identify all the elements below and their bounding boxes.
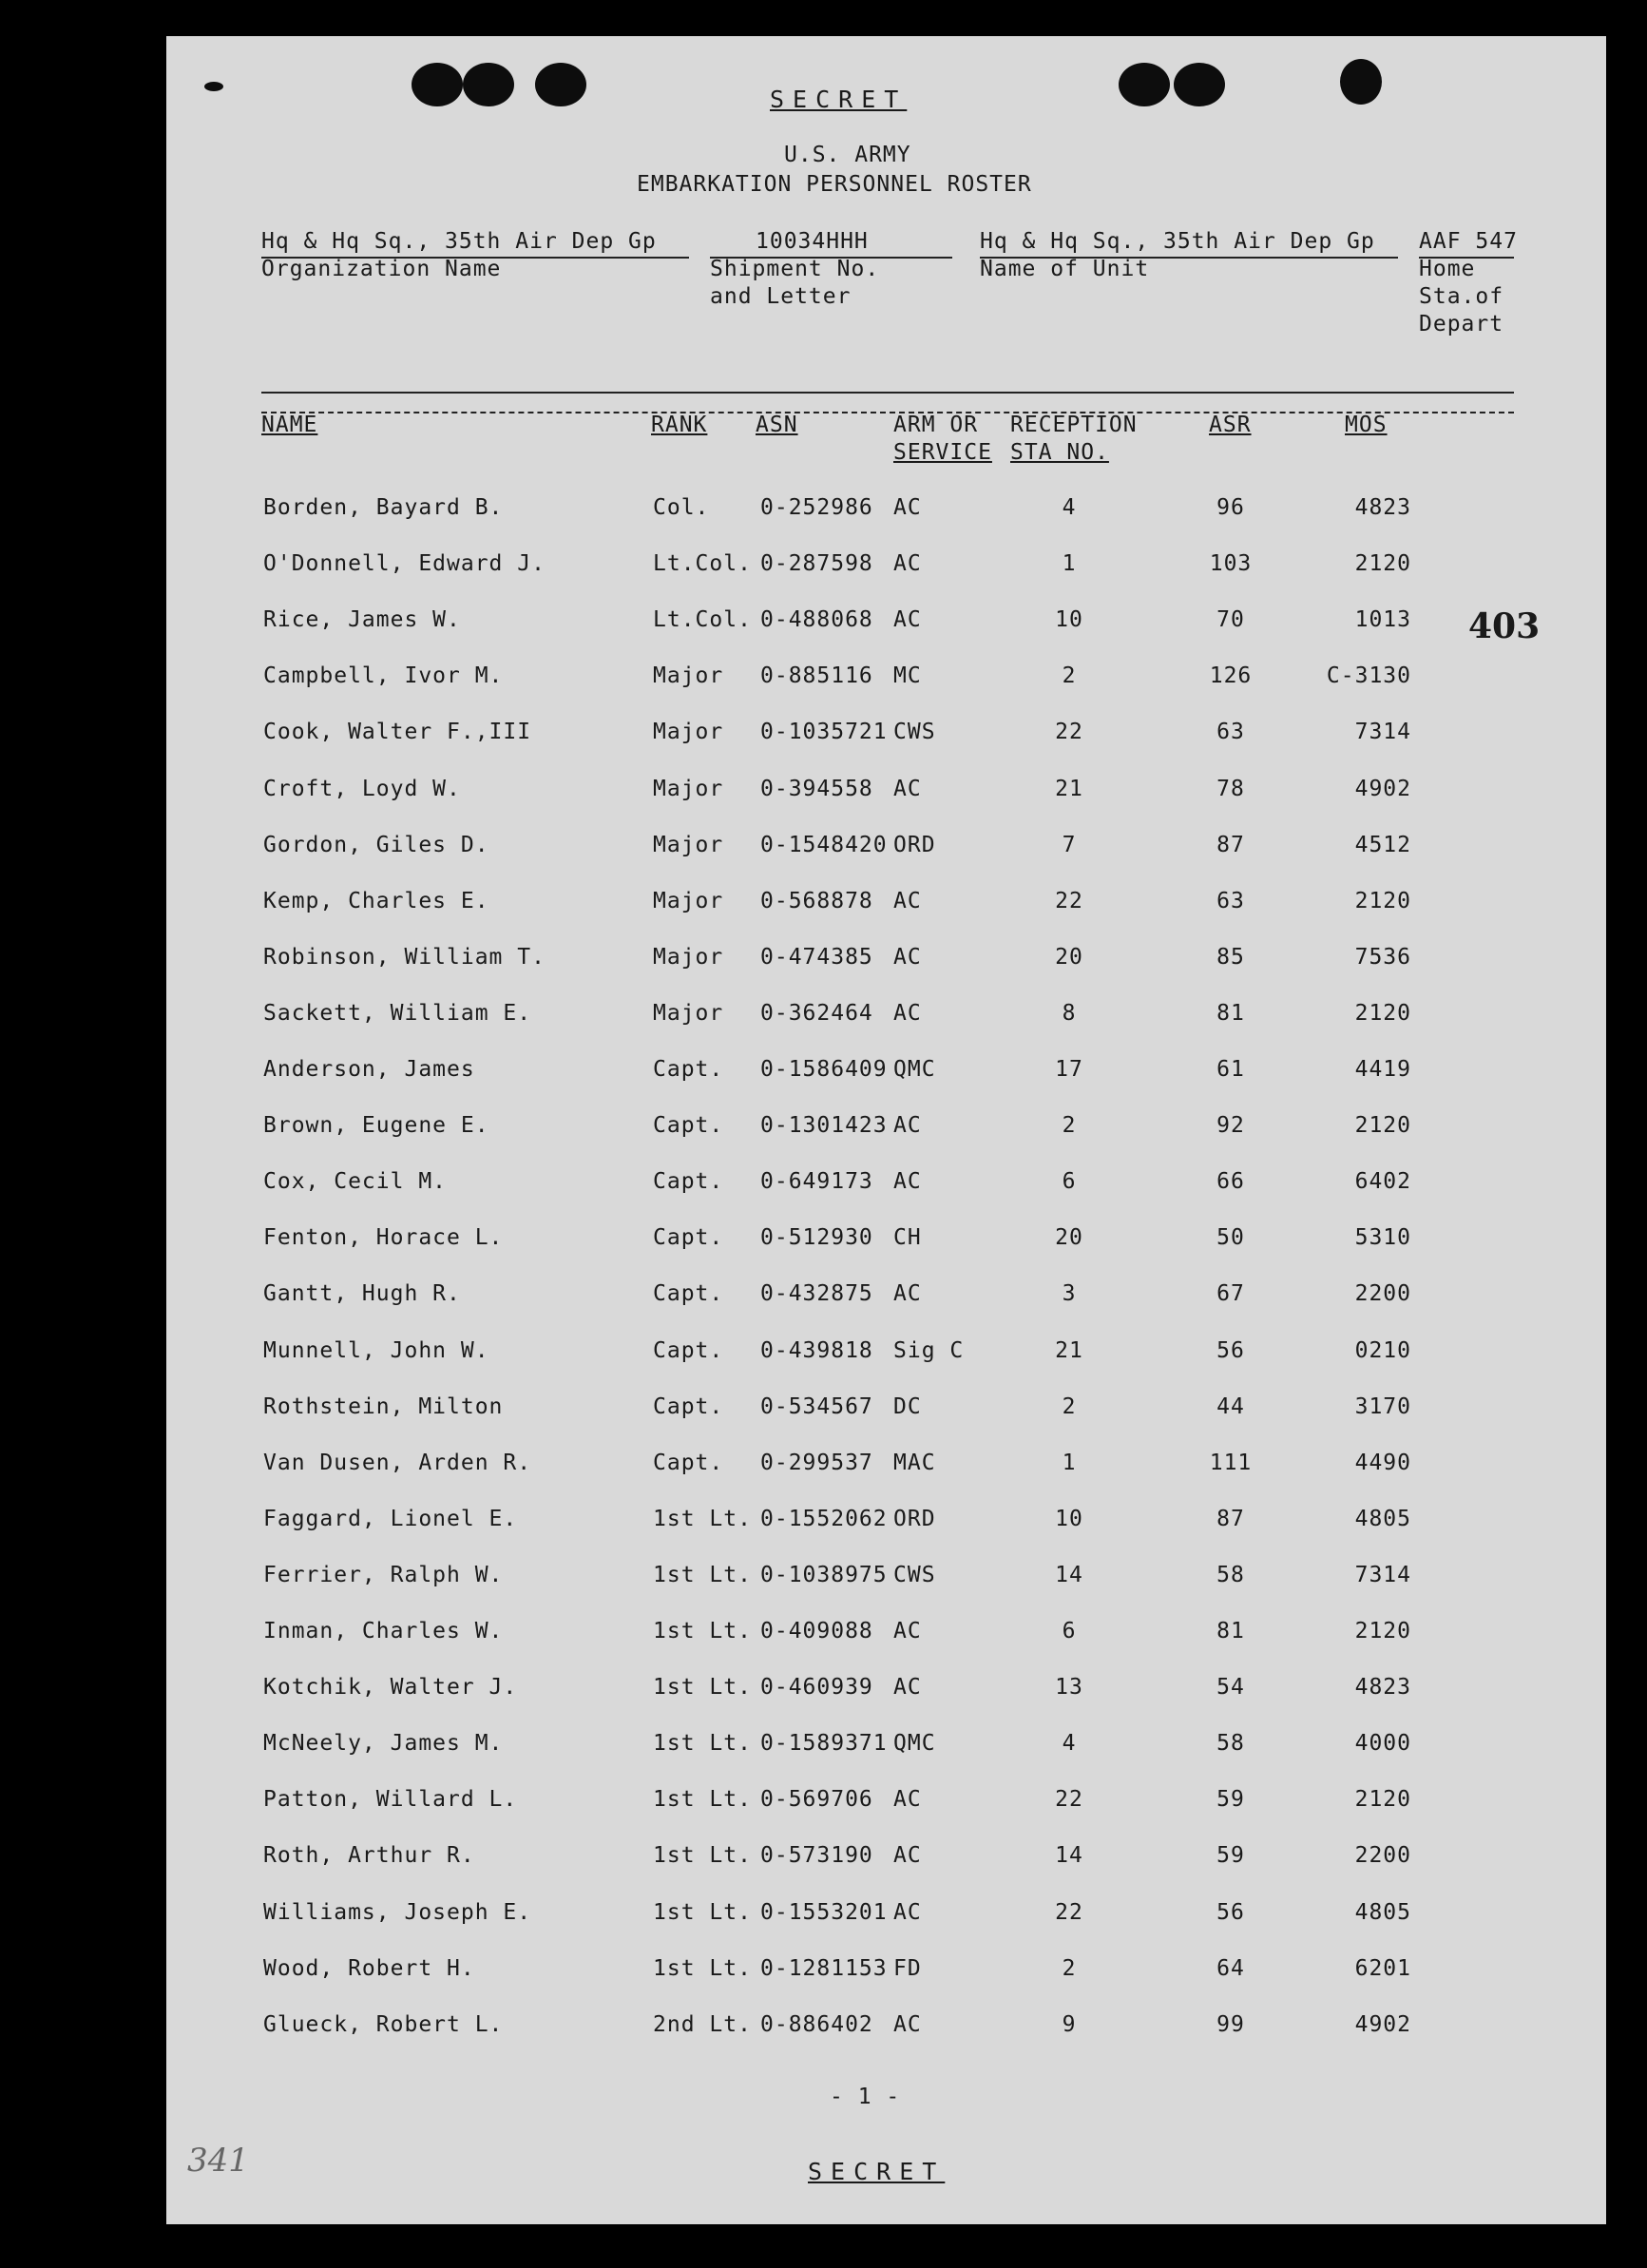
cell-rank: Major xyxy=(653,1000,724,1026)
cell-name: Gantt, Hugh R. xyxy=(263,1281,461,1307)
cell-mos: 4823 xyxy=(1354,1675,1411,1701)
cell-asr: 81 xyxy=(1216,1000,1245,1026)
cell-name: Brown, Eugene E. xyxy=(263,1113,489,1139)
home-station-value: AAF 547 xyxy=(1419,229,1518,254)
cell-sta: 22 xyxy=(1055,888,1083,913)
cell-name: Roth, Arthur R. xyxy=(263,1843,475,1869)
header-army: U.S. ARMY xyxy=(784,143,911,167)
cell-arm: AC xyxy=(893,2011,922,2037)
cell-name: Kemp, Charles E. xyxy=(263,888,489,913)
cell-name: Fenton, Horace L. xyxy=(263,1225,504,1251)
cell-mos: 2120 xyxy=(1354,1000,1411,1026)
cell-asn: 0-460939 xyxy=(760,1675,873,1701)
cell-arm: AC xyxy=(893,1787,922,1813)
cell-rank: Lt.Col. xyxy=(653,607,752,633)
cell-sta: 2 xyxy=(1062,1393,1077,1419)
cell-name: Wood, Robert H. xyxy=(263,1955,475,1981)
cell-arm: QMC xyxy=(893,1057,936,1082)
cell-rank: Capt. xyxy=(653,1169,724,1195)
cell-arm: AC xyxy=(893,1169,922,1195)
punch-hole xyxy=(1119,63,1170,106)
cell-name: Rothstein, Milton xyxy=(263,1393,504,1419)
cell-arm: Sig C xyxy=(893,1337,965,1363)
cell-rank: 1st Lt. xyxy=(653,1955,752,1981)
cell-mos: 4805 xyxy=(1354,1506,1411,1531)
cell-asn: 0-439818 xyxy=(760,1337,873,1363)
cell-rank: Major xyxy=(653,832,724,857)
col-header-rank: RANK xyxy=(651,413,708,437)
cell-rank: Capt. xyxy=(653,1113,724,1139)
unit-value: Hq & Hq Sq., 35th Air Dep Gp xyxy=(980,229,1375,254)
cell-sta: 4 xyxy=(1062,495,1077,520)
cell-sta: 1 xyxy=(1062,1450,1077,1475)
cell-asn: 0-474385 xyxy=(760,944,873,970)
cell-rank: Capt. xyxy=(653,1225,724,1251)
cell-rank: Major xyxy=(653,663,724,689)
header-roster-title: EMBARKATION PERSONNEL ROSTER xyxy=(637,172,1032,197)
cell-rank: 1st Lt. xyxy=(653,1619,752,1643)
cell-sta: 2 xyxy=(1062,1113,1077,1139)
cell-mos: 2200 xyxy=(1354,1843,1411,1869)
cell-rank: Lt.Col. xyxy=(653,551,752,577)
cell-asr: 78 xyxy=(1216,776,1245,801)
cell-arm: QMC xyxy=(893,1731,936,1757)
cell-name: Cook, Walter F.,III xyxy=(263,720,532,745)
cell-mos: 2120 xyxy=(1354,551,1411,577)
cell-rank: Major xyxy=(653,720,724,745)
shipment-label-2: and Letter xyxy=(710,284,852,309)
cell-arm: ORD xyxy=(893,832,936,857)
secret-footer: SECRET xyxy=(808,2158,946,2185)
cell-asr: 111 xyxy=(1209,1450,1253,1475)
unit-label: Name of Unit xyxy=(980,257,1150,281)
cell-arm: AC xyxy=(893,1843,922,1869)
cell-asn: 0-432875 xyxy=(760,1281,873,1307)
cell-mos: 0210 xyxy=(1354,1337,1411,1363)
cell-arm: ORD xyxy=(893,1506,936,1531)
cell-asn: 0-1553201 xyxy=(760,1899,888,1925)
cell-asr: 96 xyxy=(1216,495,1245,520)
cell-sta: 4 xyxy=(1062,1731,1077,1757)
cell-asn: 0-299537 xyxy=(760,1450,873,1475)
cell-sta: 6 xyxy=(1062,1169,1077,1195)
cell-asn: 0-568878 xyxy=(760,888,873,913)
cell-asn: 0-569706 xyxy=(760,1787,873,1813)
cell-asr: 87 xyxy=(1216,832,1245,857)
cell-sta: 17 xyxy=(1055,1057,1083,1082)
cell-asr: 64 xyxy=(1216,1955,1245,1981)
cell-rank: 1st Lt. xyxy=(653,1675,752,1701)
cell-name: Munnell, John W. xyxy=(263,1337,489,1363)
col-header-arm-2: SERVICE xyxy=(893,440,992,465)
cell-name: Patton, Willard L. xyxy=(263,1787,518,1813)
cell-asr: 85 xyxy=(1216,944,1245,970)
cell-name: Williams, Joseph E. xyxy=(263,1899,532,1925)
cell-rank: 1st Lt. xyxy=(653,1843,752,1869)
org-name-value: Hq & Hq Sq., 35th Air Dep Gp xyxy=(261,229,657,254)
cell-rank: 1st Lt. xyxy=(653,1562,752,1587)
cell-arm: CH xyxy=(893,1225,922,1251)
cell-asr: 126 xyxy=(1209,663,1253,689)
cell-asr: 103 xyxy=(1209,551,1253,577)
punch-hole xyxy=(412,63,463,106)
shipment-label-1: Shipment No. xyxy=(710,257,880,281)
cell-arm: CWS xyxy=(893,720,936,745)
cell-name: Robinson, William T. xyxy=(263,944,546,970)
col-header-arm-1: ARM OR xyxy=(893,413,979,437)
cell-sta: 20 xyxy=(1055,1225,1083,1251)
cell-arm: AC xyxy=(893,1619,922,1643)
cell-asr: 56 xyxy=(1216,1899,1245,1925)
cell-sta: 2 xyxy=(1062,663,1077,689)
cell-mos: 1013 xyxy=(1354,607,1411,633)
cell-asr: 50 xyxy=(1216,1225,1245,1251)
cell-sta: 22 xyxy=(1055,1899,1083,1925)
cell-mos: 4823 xyxy=(1354,495,1411,520)
cell-asr: 61 xyxy=(1216,1057,1245,1082)
cell-arm: AC xyxy=(893,495,922,520)
cell-asr: 44 xyxy=(1216,1393,1245,1419)
cell-asn: 0-886402 xyxy=(760,2011,873,2037)
cell-asn: 0-1552062 xyxy=(760,1506,888,1531)
cell-sta: 14 xyxy=(1055,1562,1083,1587)
cell-sta: 6 xyxy=(1062,1619,1077,1643)
cell-name: Rice, James W. xyxy=(263,607,461,633)
cell-sta: 10 xyxy=(1055,607,1083,633)
cell-name: Glueck, Robert L. xyxy=(263,2011,504,2037)
cell-mos: 6402 xyxy=(1354,1169,1411,1195)
cell-mos: 4000 xyxy=(1354,1731,1411,1757)
document-page xyxy=(166,36,1606,2224)
cell-sta: 14 xyxy=(1055,1843,1083,1869)
cell-asr: 63 xyxy=(1216,888,1245,913)
cell-rank: Major xyxy=(653,944,724,970)
cell-sta: 3 xyxy=(1062,1281,1077,1307)
cell-asn: 0-885116 xyxy=(760,663,873,689)
cell-asn: 0-1038975 xyxy=(760,1562,888,1587)
cell-name: Gordon, Giles D. xyxy=(263,832,489,857)
cell-arm: MC xyxy=(893,663,922,689)
cell-name: Croft, Loyd W. xyxy=(263,776,461,801)
cell-asr: 87 xyxy=(1216,1506,1245,1531)
cell-asn: 0-488068 xyxy=(760,607,873,633)
cell-mos: 4419 xyxy=(1354,1057,1411,1082)
cell-mos: 6201 xyxy=(1354,1955,1411,1981)
cell-sta: 1 xyxy=(1062,551,1077,577)
cell-name: Faggard, Lionel E. xyxy=(263,1506,518,1531)
cell-arm: DC xyxy=(893,1393,922,1419)
col-header-name: NAME xyxy=(261,413,318,437)
table-top-rule-2 xyxy=(261,412,1514,413)
cell-arm: AC xyxy=(893,944,922,970)
cell-mos: 3170 xyxy=(1354,1393,1411,1419)
cell-arm: CWS xyxy=(893,1562,936,1587)
cell-rank: Capt. xyxy=(653,1057,724,1082)
cell-asr: 56 xyxy=(1216,1337,1245,1363)
cell-sta: 9 xyxy=(1062,2011,1077,2037)
cell-mos: 2120 xyxy=(1354,1619,1411,1643)
cell-asr: 59 xyxy=(1216,1843,1245,1869)
cell-rank: Capt. xyxy=(653,1393,724,1419)
cell-name: Sackett, William E. xyxy=(263,1000,532,1026)
cell-mos: 5310 xyxy=(1354,1225,1411,1251)
cell-name: Van Dusen, Arden R. xyxy=(263,1450,532,1475)
cell-sta: 8 xyxy=(1062,1000,1077,1026)
secret-heading: SECRET xyxy=(770,86,908,113)
cell-name: Campbell, Ivor M. xyxy=(263,663,504,689)
cell-sta: 13 xyxy=(1055,1675,1083,1701)
cell-asr: 99 xyxy=(1216,2011,1245,2037)
col-header-asn: ASN xyxy=(756,413,798,437)
cell-name: Borden, Bayard B. xyxy=(263,495,504,520)
cell-arm: AC xyxy=(893,607,922,633)
cell-arm: AC xyxy=(893,1899,922,1925)
cell-mos: 4512 xyxy=(1354,832,1411,857)
cell-asn: 0-534567 xyxy=(760,1393,873,1419)
cell-rank: 1st Lt. xyxy=(653,1899,752,1925)
margin-number: 403 xyxy=(1468,606,1541,646)
cell-asn: 0-1548420 xyxy=(760,832,888,857)
cell-sta: 21 xyxy=(1055,776,1083,801)
cell-rank: Capt. xyxy=(653,1337,724,1363)
cell-mos: 7536 xyxy=(1354,944,1411,970)
col-header-reception-2: STA NO. xyxy=(1010,440,1109,465)
punch-hole xyxy=(1340,59,1382,105)
cell-asr: 92 xyxy=(1216,1113,1245,1139)
cell-rank: Major xyxy=(653,776,724,801)
home-station-label-2: Sta.of xyxy=(1419,284,1504,309)
cell-mos: 4902 xyxy=(1354,776,1411,801)
cell-rank: 1st Lt. xyxy=(653,1506,752,1531)
cell-name: Cox, Cecil M. xyxy=(263,1169,448,1195)
org-name-label: Organization Name xyxy=(261,257,502,281)
cell-sta: 22 xyxy=(1055,1787,1083,1813)
cell-asn: 0-1586409 xyxy=(760,1057,888,1082)
home-station-label-1: Home xyxy=(1419,257,1476,281)
cell-asr: 70 xyxy=(1216,607,1245,633)
cell-asr: 54 xyxy=(1216,1675,1245,1701)
cell-asn: 0-252986 xyxy=(760,495,873,520)
cell-name: McNeely, James M. xyxy=(263,1731,504,1757)
cell-name: Inman, Charles W. xyxy=(263,1619,504,1643)
cell-asn: 0-1035721 xyxy=(760,720,888,745)
cell-rank: Capt. xyxy=(653,1450,724,1475)
cell-asr: 58 xyxy=(1216,1562,1245,1587)
col-header-reception-1: RECEPTION xyxy=(1010,413,1138,437)
punch-hole xyxy=(204,82,223,91)
cell-arm: MAC xyxy=(893,1450,936,1475)
cell-mos: 4805 xyxy=(1354,1899,1411,1925)
cell-asn: 0-573190 xyxy=(760,1843,873,1869)
cell-arm: AC xyxy=(893,1113,922,1139)
cell-mos: 7314 xyxy=(1354,1562,1411,1587)
cell-asn: 0-394558 xyxy=(760,776,873,801)
cell-asn: 0-649173 xyxy=(760,1169,873,1195)
cell-mos: 7314 xyxy=(1354,720,1411,745)
cell-asr: 59 xyxy=(1216,1787,1245,1813)
cell-sta: 22 xyxy=(1055,720,1083,745)
cell-sta: 10 xyxy=(1055,1506,1083,1531)
cell-rank: Col. xyxy=(653,495,710,520)
cell-mos: C-3130 xyxy=(1326,663,1411,689)
cell-asn: 0-1281153 xyxy=(760,1955,888,1981)
cell-asr: 67 xyxy=(1216,1281,1245,1307)
punch-hole xyxy=(535,63,586,106)
cell-asn: 0-1301423 xyxy=(760,1113,888,1139)
cell-sta: 21 xyxy=(1055,1337,1083,1363)
cell-arm: AC xyxy=(893,551,922,577)
cell-mos: 2120 xyxy=(1354,1113,1411,1139)
cell-name: O'Donnell, Edward J. xyxy=(263,551,546,577)
cell-arm: AC xyxy=(893,776,922,801)
cell-mos: 2200 xyxy=(1354,1281,1411,1307)
cell-arm: FD xyxy=(893,1955,922,1981)
cell-sta: 20 xyxy=(1055,944,1083,970)
cell-sta: 2 xyxy=(1062,1955,1077,1981)
cell-mos: 2120 xyxy=(1354,1787,1411,1813)
cell-arm: AC xyxy=(893,1000,922,1026)
punch-hole xyxy=(463,63,514,106)
cell-asn: 0-1589371 xyxy=(760,1731,888,1757)
home-station-label-3: Depart xyxy=(1419,312,1504,336)
cell-mos: 2120 xyxy=(1354,888,1411,913)
cell-asr: 81 xyxy=(1216,1619,1245,1643)
table-top-rule xyxy=(261,392,1514,394)
cell-rank: 2nd Lt. xyxy=(653,2011,752,2037)
col-header-asr: ASR xyxy=(1209,413,1252,437)
punch-hole xyxy=(1174,63,1225,106)
cell-asn: 0-512930 xyxy=(760,1225,873,1251)
cell-arm: AC xyxy=(893,1281,922,1307)
handwritten-number: 341 xyxy=(187,2142,249,2180)
page-number: - 1 - xyxy=(830,2085,901,2109)
cell-rank: 1st Lt. xyxy=(653,1787,752,1813)
cell-asn: 0-409088 xyxy=(760,1619,873,1643)
cell-rank: Major xyxy=(653,888,724,913)
cell-mos: 4490 xyxy=(1354,1450,1411,1475)
cell-name: Kotchik, Walter J. xyxy=(263,1675,518,1701)
cell-arm: AC xyxy=(893,1675,922,1701)
cell-sta: 7 xyxy=(1062,832,1077,857)
cell-rank: Capt. xyxy=(653,1281,724,1307)
cell-mos: 4902 xyxy=(1354,2011,1411,2037)
cell-rank: 1st Lt. xyxy=(653,1731,752,1757)
cell-name: Anderson, James xyxy=(263,1057,475,1082)
cell-name: Ferrier, Ralph W. xyxy=(263,1562,504,1587)
cell-asr: 63 xyxy=(1216,720,1245,745)
cell-asn: 0-362464 xyxy=(760,1000,873,1026)
cell-arm: AC xyxy=(893,888,922,913)
cell-asn: 0-287598 xyxy=(760,551,873,577)
shipment-value: 10034HHH xyxy=(756,229,869,254)
cell-asr: 58 xyxy=(1216,1731,1245,1757)
col-header-mos: MOS xyxy=(1345,413,1388,437)
cell-asr: 66 xyxy=(1216,1169,1245,1195)
